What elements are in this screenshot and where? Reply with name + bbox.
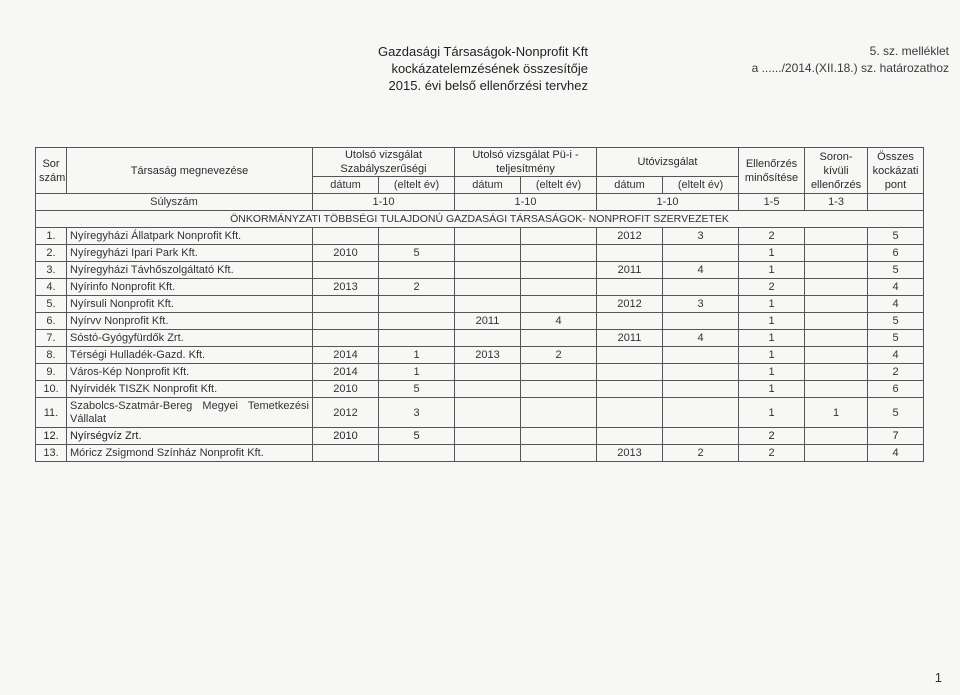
follow-elapsed bbox=[663, 398, 739, 428]
company-name: Szabolcs-Szatmár-Bereg Megyei Temetkezési Vállalat bbox=[67, 398, 313, 428]
header-quality: Ellenőrzés minősítése bbox=[739, 148, 805, 194]
follow-date bbox=[597, 398, 663, 428]
row-number: 4. bbox=[36, 279, 67, 296]
perf-date bbox=[455, 428, 521, 445]
company-name: Nyírségvíz Zrt. bbox=[67, 428, 313, 445]
follow-date bbox=[597, 428, 663, 445]
total-points: 6 bbox=[868, 381, 924, 398]
perf-elapsed bbox=[521, 364, 597, 381]
risk-table bbox=[35, 147, 924, 462]
extraordinary-score bbox=[805, 428, 868, 445]
perf-elapsed bbox=[521, 398, 597, 428]
quality-score: 2 bbox=[739, 279, 805, 296]
total-points: 7 bbox=[868, 428, 924, 445]
annex-line-2: a ....../2014.(XII.18.) sz. határozathoz bbox=[751, 61, 949, 75]
total-points: 5 bbox=[868, 313, 924, 330]
header-total-points: Összes kockázati pont bbox=[868, 148, 924, 194]
reg-date bbox=[313, 313, 379, 330]
annex-reference bbox=[752, 43, 949, 77]
total-points: 5 bbox=[868, 398, 924, 428]
reg-elapsed: 5 bbox=[379, 245, 455, 262]
table-row bbox=[36, 262, 924, 279]
perf-elapsed bbox=[521, 428, 597, 445]
reg-date bbox=[313, 262, 379, 279]
extraordinary-score bbox=[805, 296, 868, 313]
row-number: 8. bbox=[36, 347, 67, 364]
follow-elapsed: 4 bbox=[663, 330, 739, 347]
follow-date bbox=[597, 381, 663, 398]
follow-date: 2011 bbox=[597, 330, 663, 347]
sub-elapsed: (eltelt év) bbox=[379, 177, 455, 194]
sub-elapsed: (eltelt év) bbox=[521, 177, 597, 194]
reg-date bbox=[313, 228, 379, 245]
header-last-regularity: Utolsó vizsgálat Szabályszerűségi bbox=[313, 148, 455, 177]
header-last-performance: Utolsó vizsgálat Pü-i - teljesítmény bbox=[455, 148, 597, 177]
reg-elapsed: 2 bbox=[379, 279, 455, 296]
perf-date bbox=[455, 245, 521, 262]
reg-date: 2010 bbox=[313, 428, 379, 445]
row-number: 12. bbox=[36, 428, 67, 445]
total-points: 4 bbox=[868, 279, 924, 296]
extraordinary-score bbox=[805, 245, 868, 262]
header-company: Társaság megnevezése bbox=[67, 148, 313, 194]
reg-elapsed: 5 bbox=[379, 428, 455, 445]
sub-date: dátum bbox=[597, 177, 663, 194]
weight-value: 1-10 bbox=[455, 194, 597, 211]
reg-elapsed bbox=[379, 445, 455, 462]
perf-elapsed bbox=[521, 330, 597, 347]
extraordinary-score bbox=[805, 313, 868, 330]
quality-score: 1 bbox=[739, 347, 805, 364]
reg-date bbox=[313, 330, 379, 347]
weight-value: 1-3 bbox=[805, 194, 868, 211]
section-title: ÖNKORMÁNYZATI TÖBBSÉGI TULAJDONÚ GAZDASÁGI TÁRSASÁGOK- NONPROFIT SZERVEZETEK bbox=[36, 211, 924, 228]
header-sor: Sor szám bbox=[36, 148, 67, 194]
company-name: Nyírvv Nonprofit Kft. bbox=[67, 313, 313, 330]
follow-elapsed bbox=[663, 381, 739, 398]
row-number: 10. bbox=[36, 381, 67, 398]
reg-elapsed: 3 bbox=[379, 398, 455, 428]
quality-score: 1 bbox=[739, 313, 805, 330]
quality-score: 1 bbox=[739, 245, 805, 262]
follow-date: 2012 bbox=[597, 296, 663, 313]
company-name: Nyíregyházi Ipari Park Kft. bbox=[67, 245, 313, 262]
header-extraordinary: Soron-kívüli ellenőrzés bbox=[805, 148, 868, 194]
header-follow-up: Utóvizsgálat bbox=[597, 148, 739, 177]
weight-label: Súlyszám bbox=[36, 194, 313, 211]
total-points: 5 bbox=[868, 262, 924, 279]
follow-elapsed: 3 bbox=[663, 228, 739, 245]
row-number: 9. bbox=[36, 364, 67, 381]
total-points: 4 bbox=[868, 347, 924, 364]
perf-elapsed bbox=[521, 296, 597, 313]
total-points: 2 bbox=[868, 364, 924, 381]
follow-elapsed bbox=[663, 364, 739, 381]
company-name: Móricz Zsigmond Színház Nonprofit Kft. bbox=[67, 445, 313, 462]
reg-elapsed: 1 bbox=[379, 364, 455, 381]
perf-elapsed bbox=[521, 228, 597, 245]
perf-date bbox=[455, 228, 521, 245]
total-points: 5 bbox=[868, 330, 924, 347]
extraordinary-score bbox=[805, 364, 868, 381]
reg-elapsed bbox=[379, 262, 455, 279]
row-number: 11. bbox=[36, 398, 67, 428]
perf-date bbox=[455, 398, 521, 428]
table-row bbox=[36, 381, 924, 398]
extraordinary-score bbox=[805, 445, 868, 462]
extraordinary-score bbox=[805, 228, 868, 245]
perf-date bbox=[455, 296, 521, 313]
perf-date bbox=[455, 445, 521, 462]
reg-date: 2010 bbox=[313, 381, 379, 398]
row-number: 6. bbox=[36, 313, 67, 330]
follow-elapsed: 4 bbox=[663, 262, 739, 279]
perf-elapsed: 2 bbox=[521, 347, 597, 364]
quality-score: 2 bbox=[739, 228, 805, 245]
perf-elapsed: 4 bbox=[521, 313, 597, 330]
sub-date: dátum bbox=[313, 177, 379, 194]
follow-date bbox=[597, 279, 663, 296]
table-row bbox=[36, 398, 924, 428]
follow-date: 2013 bbox=[597, 445, 663, 462]
perf-date: 2013 bbox=[455, 347, 521, 364]
title-line-1: Gazdasági Társaságok-Nonprofit Kft bbox=[377, 44, 588, 59]
weight-empty bbox=[868, 194, 924, 211]
page-number: 1 bbox=[934, 670, 942, 685]
company-name: Nyíregyházi Távhőszolgáltató Kft. bbox=[67, 262, 313, 279]
sub-date: dátum bbox=[455, 177, 521, 194]
weight-value: 1-10 bbox=[313, 194, 455, 211]
row-number: 3. bbox=[36, 262, 67, 279]
perf-elapsed bbox=[521, 279, 597, 296]
weight-value: 1-5 bbox=[739, 194, 805, 211]
annex-line-1: 5. sz. melléklet bbox=[869, 44, 949, 58]
quality-score: 1 bbox=[739, 330, 805, 347]
follow-date: 2012 bbox=[597, 228, 663, 245]
quality-score: 1 bbox=[739, 364, 805, 381]
table-row bbox=[36, 445, 924, 462]
company-name: Nyíregyházi Állatpark Nonprofit Kft. bbox=[67, 228, 313, 245]
quality-score: 1 bbox=[739, 381, 805, 398]
table-row bbox=[36, 347, 924, 364]
total-points: 4 bbox=[868, 296, 924, 313]
follow-elapsed bbox=[663, 347, 739, 364]
reg-date bbox=[313, 445, 379, 462]
table-row bbox=[36, 313, 924, 330]
perf-date: 2011 bbox=[455, 313, 521, 330]
document-title bbox=[330, 43, 588, 94]
extraordinary-score: 1 bbox=[805, 398, 868, 428]
perf-date bbox=[455, 262, 521, 279]
quality-score: 1 bbox=[739, 262, 805, 279]
follow-elapsed: 3 bbox=[663, 296, 739, 313]
company-name: Térségi Hulladék-Gazd. Kft. bbox=[67, 347, 313, 364]
table-row bbox=[36, 228, 924, 245]
table-row bbox=[36, 245, 924, 262]
reg-date: 2010 bbox=[313, 245, 379, 262]
follow-elapsed bbox=[663, 279, 739, 296]
total-points: 6 bbox=[868, 245, 924, 262]
total-points: 5 bbox=[868, 228, 924, 245]
table-row bbox=[36, 330, 924, 347]
perf-elapsed bbox=[521, 445, 597, 462]
company-name: Nyírvidék TISZK Nonprofit Kft. bbox=[67, 381, 313, 398]
reg-date bbox=[313, 296, 379, 313]
quality-score: 2 bbox=[739, 445, 805, 462]
reg-date: 2014 bbox=[313, 364, 379, 381]
follow-elapsed: 2 bbox=[663, 445, 739, 462]
follow-elapsed bbox=[663, 428, 739, 445]
perf-date bbox=[455, 330, 521, 347]
follow-elapsed bbox=[663, 313, 739, 330]
section-row bbox=[36, 211, 924, 228]
company-name: Sóstó-Gyógyfürdők Zrt. bbox=[67, 330, 313, 347]
follow-date bbox=[597, 347, 663, 364]
perf-date bbox=[455, 279, 521, 296]
weight-value: 1-10 bbox=[597, 194, 739, 211]
quality-score: 2 bbox=[739, 428, 805, 445]
reg-elapsed bbox=[379, 330, 455, 347]
reg-date: 2014 bbox=[313, 347, 379, 364]
row-number: 7. bbox=[36, 330, 67, 347]
row-number: 5. bbox=[36, 296, 67, 313]
follow-date bbox=[597, 313, 663, 330]
extraordinary-score bbox=[805, 381, 868, 398]
reg-elapsed: 5 bbox=[379, 381, 455, 398]
follow-elapsed bbox=[663, 245, 739, 262]
quality-score: 1 bbox=[739, 398, 805, 428]
extraordinary-score bbox=[805, 279, 868, 296]
table-row bbox=[36, 428, 924, 445]
total-points: 4 bbox=[868, 445, 924, 462]
follow-date: 2011 bbox=[597, 262, 663, 279]
sub-elapsed: (eltelt év) bbox=[663, 177, 739, 194]
follow-date bbox=[597, 364, 663, 381]
reg-elapsed: 1 bbox=[379, 347, 455, 364]
perf-elapsed bbox=[521, 381, 597, 398]
reg-elapsed bbox=[379, 296, 455, 313]
extraordinary-score bbox=[805, 347, 868, 364]
follow-date bbox=[597, 245, 663, 262]
reg-date: 2012 bbox=[313, 398, 379, 428]
row-number: 13. bbox=[36, 445, 67, 462]
extraordinary-score bbox=[805, 330, 868, 347]
perf-date bbox=[455, 364, 521, 381]
table-row bbox=[36, 296, 924, 313]
company-name: Város-Kép Nonprofit Kft. bbox=[67, 364, 313, 381]
title-line-2: kockázatelemzésének összesítője bbox=[391, 61, 588, 76]
company-name: Nyírinfo Nonprofit Kft. bbox=[67, 279, 313, 296]
row-number: 2. bbox=[36, 245, 67, 262]
reg-date: 2013 bbox=[313, 279, 379, 296]
weight-row bbox=[36, 194, 924, 211]
quality-score: 1 bbox=[739, 296, 805, 313]
title-line-3: 2015. évi belső ellenőrzési tervhez bbox=[388, 78, 588, 93]
row-number: 1. bbox=[36, 228, 67, 245]
table-row bbox=[36, 364, 924, 381]
perf-date bbox=[455, 381, 521, 398]
extraordinary-score bbox=[805, 262, 868, 279]
table-row bbox=[36, 279, 924, 296]
reg-elapsed bbox=[379, 313, 455, 330]
perf-elapsed bbox=[521, 245, 597, 262]
reg-elapsed bbox=[379, 228, 455, 245]
perf-elapsed bbox=[521, 262, 597, 279]
company-name: Nyírsuli Nonprofit Kft. bbox=[67, 296, 313, 313]
